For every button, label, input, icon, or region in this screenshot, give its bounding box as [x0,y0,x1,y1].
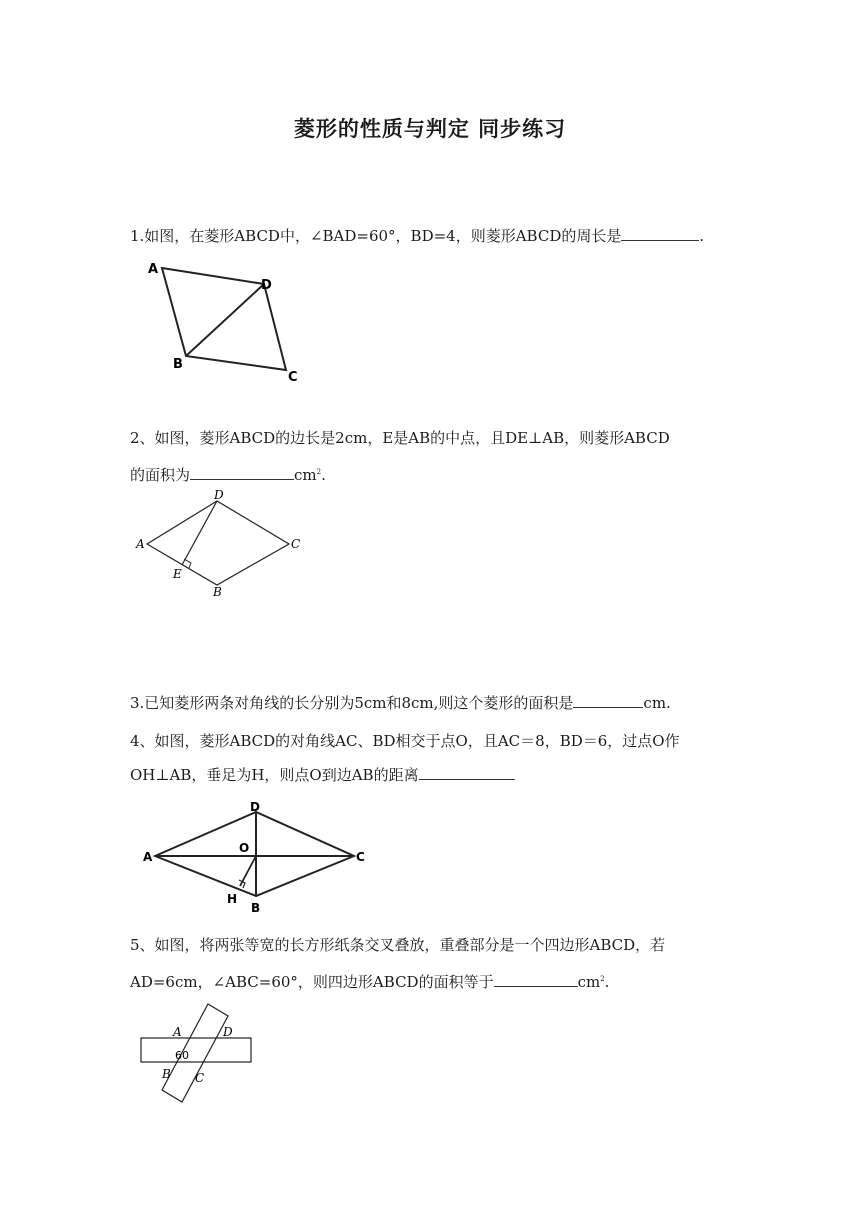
label-C: C [195,1071,205,1085]
label-E: E [173,567,182,581]
label-A: A [148,262,159,277]
question-2-line-2 [130,462,730,485]
answer-blank-4[interactable] [419,765,515,780]
question-2-sup: 2 [316,468,322,476]
question-4-line-2 [130,765,730,785]
label-C: C [356,850,365,864]
label-B: B [162,1067,171,1081]
question-2-line-1: 2、如图，菱形ABCD的边长是2cm，E是AB的中点，且DE⊥AB，则菱形ABCD [130,429,670,447]
question-5-prefix: AD=6cm，∠ABC=60°，则四边形ABCD的面积等于 [130,973,494,991]
question-4-line-1: 4、如图，菱形ABCD的对角线AC、BD相交于点O，且AC＝8，BD＝6，过点O作 [130,732,680,750]
question-3-text: 3.已知菱形两条对角线的长分别为5cm和8cm,则这个菱形的面积是 [130,694,574,712]
answer-blank-2[interactable] [190,465,294,480]
question-5-end: . [604,973,610,991]
question-5-line-1: 5、如图，将两张等宽的长方形纸条交叉叠放，重叠部分是一个四边形ABCD，若 [130,936,666,954]
question-5-unit: cm [577,973,601,991]
question-1 [130,226,730,246]
label-B: B [213,585,222,599]
label-O: O [239,841,250,855]
question-3-end: cm. [643,694,671,712]
figure-4-rhombus [140,795,385,920]
label-B: B [251,901,261,915]
figure-1-rhombus [140,255,320,390]
figure-5-strips [135,998,260,1108]
question-5-sup: 2 [600,975,605,983]
question-1-text: 1.如图，在菱形ABCD中，∠BAD=60°，BD=4，则菱形ABCD的周长是 [130,227,622,245]
page-title: 菱形的性质与判定 同步练习 [293,117,567,141]
label-B: B [173,357,183,372]
label-H: H [227,892,238,906]
question-2-unit: cm [294,466,317,484]
label-D: D [261,278,272,293]
label-A: A [143,850,153,864]
answer-blank-5[interactable] [494,972,578,987]
angle-label: 60 [175,1049,189,1062]
label-D: D [214,488,224,502]
question-4-text: OH⊥AB，垂足为H，则点O到边AB的距离 [130,766,419,784]
label-A: A [136,537,145,551]
label-D: D [250,800,260,814]
question-1-end: . [699,227,705,245]
label-C: C [291,537,301,551]
question-2-prefix: 的面积为 [130,466,191,484]
figure-2-rhombus [130,488,310,603]
question-3 [130,693,730,713]
label-A: A [173,1025,182,1039]
question-2-end: . [321,466,326,484]
question-5-line-2 [130,969,730,992]
answer-blank-1[interactable] [621,226,699,241]
label-C: C [288,370,298,385]
answer-blank-3[interactable] [573,693,643,708]
label-D: D [223,1025,233,1039]
